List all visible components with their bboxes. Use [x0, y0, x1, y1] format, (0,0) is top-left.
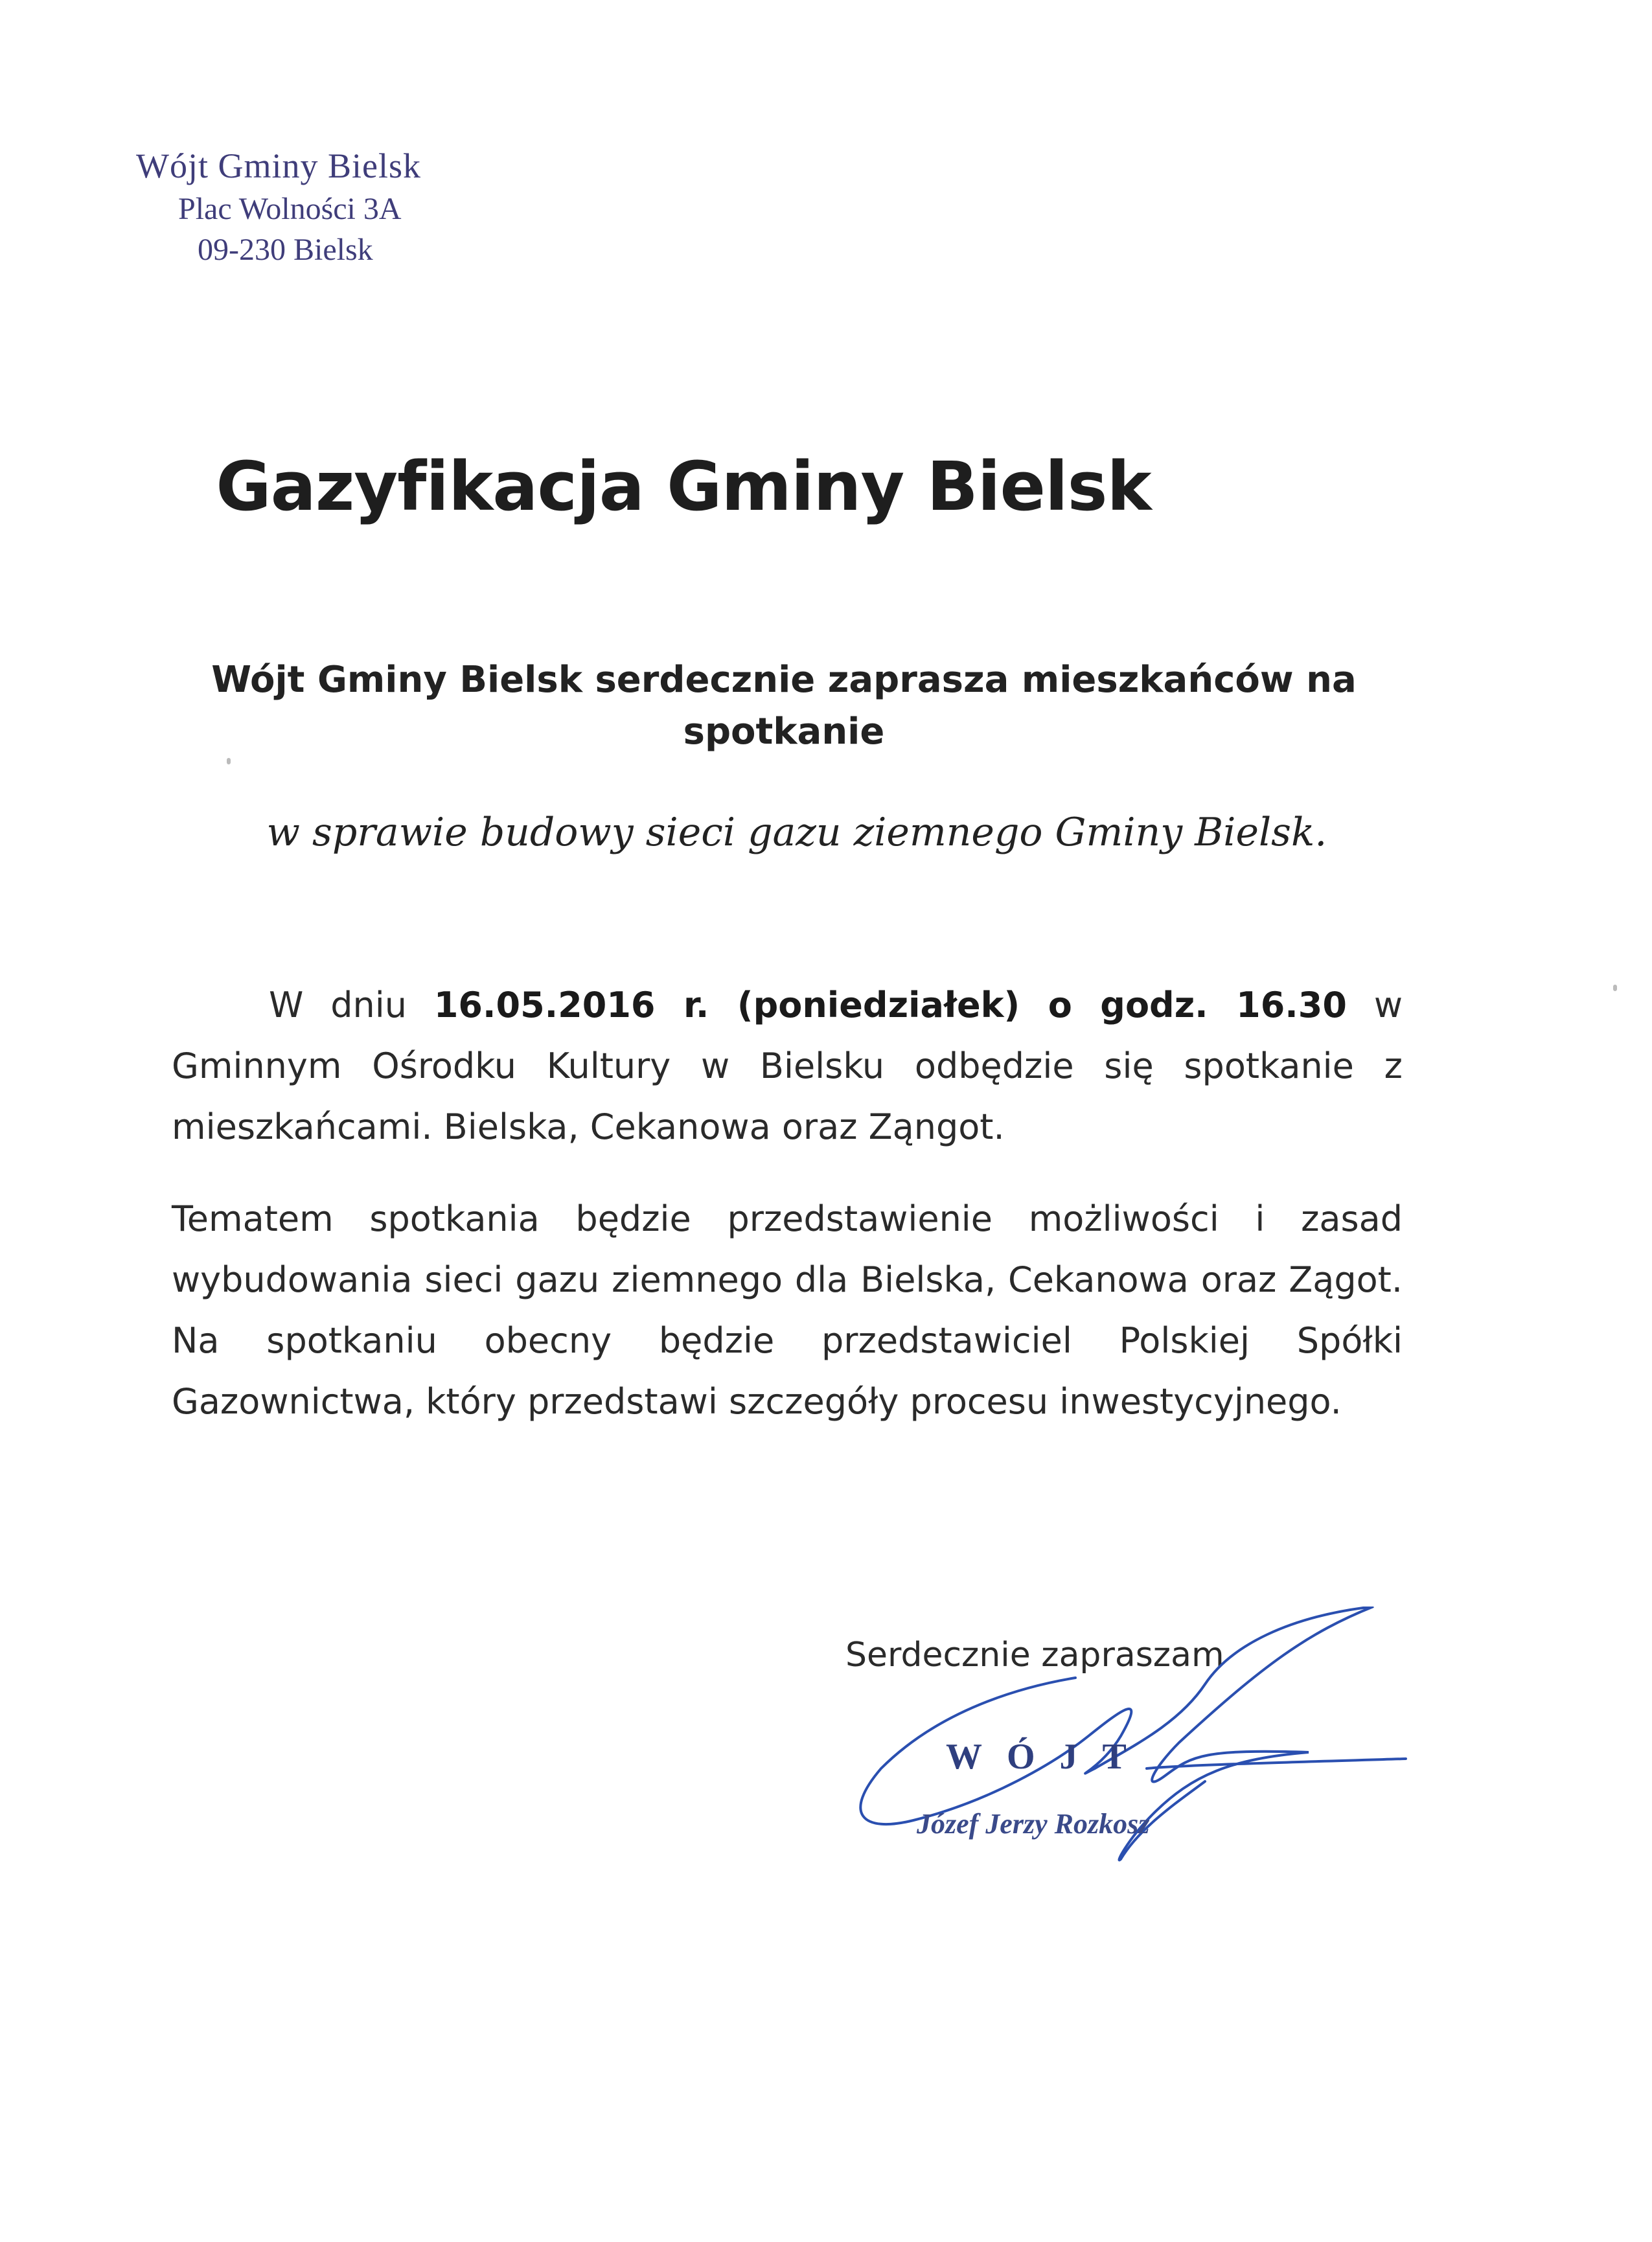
paragraph-meeting-details: [172, 975, 1403, 1158]
sender-office: Wójt Gminy Bielsk: [136, 146, 421, 185]
scan-speck: [227, 758, 231, 764]
signature-drawing: [842, 1607, 1425, 1969]
scan-speck: [1613, 985, 1617, 991]
sender-city: 09-230 Bielsk: [198, 233, 373, 267]
paragraph-text: w Gminnym Ośrodku Kultury w Bielsku odbędzie się spotkanie z mieszkańcami. Bielska, Cekanowa oraz Ząngot.: [172, 985, 1403, 1147]
paragraph-meeting-topic: Tematem spotkania będzie przedstawienie możliwości i zasad wybudowania sieci gazu ziemnego dla Bielska, Cekanowa oraz Zągot. Na spotkaniu obecny będzie przedstawiciel Polskiej Spółki Gazownictwa, który przedstawi szczegóły procesu inwestycyjnego.: [172, 1198, 1403, 1422]
sender-stamp: [117, 146, 421, 268]
closing-text: Serdecznie zapraszam: [845, 1636, 1224, 1675]
invitation-subject: w sprawie budowy sieci gazu ziemnego Gminy Bielsk.: [266, 810, 1327, 855]
paragraph-text: W dniu: [269, 985, 434, 1025]
signature-stamp-name: Józef Jerzy Rozkosz: [917, 1808, 1150, 1840]
signature-stamp-title: WÓJT: [946, 1737, 1151, 1777]
invitation-intro: Wójt Gminy Bielsk serdecznie zaprasza mieszkańców na spotkanie: [211, 659, 1357, 753]
document-title: Gazyfikacja Gminy Bielsk: [216, 447, 1151, 526]
meeting-date: 16.05.2016 r. (poniedziałek) o godz. 16.30: [433, 985, 1347, 1025]
sender-street: Plac Wolności 3A: [178, 192, 402, 226]
